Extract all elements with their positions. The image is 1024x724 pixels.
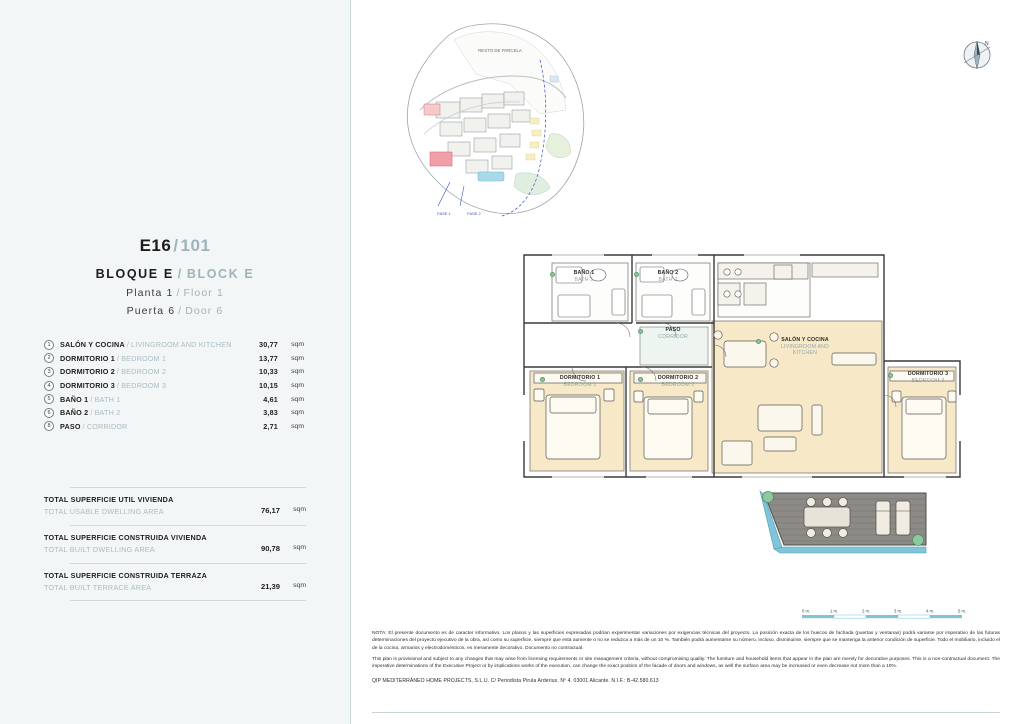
- total-unit: sqm: [293, 506, 306, 513]
- floor-label-es: Planta: [126, 287, 163, 299]
- door-label-en: Door: [185, 305, 213, 317]
- room-marker-dot: [634, 272, 639, 277]
- floor-value-en: 1: [216, 287, 224, 299]
- room-name: DORMITORIO 2 / BEDROOM 2: [60, 367, 167, 377]
- room-name: DORMITORIO 1 / BEDROOM 1: [60, 353, 167, 363]
- room-index-badge: 8: [44, 421, 54, 431]
- room-area: 10,15: [259, 381, 278, 391]
- room-area-unit: sqm: [291, 409, 304, 417]
- plan-label-bath1: BAÑO 1 BATH 1: [573, 270, 595, 283]
- scale-ticks: [802, 609, 966, 614]
- unit-title: [0, 236, 350, 256]
- list-item: [44, 352, 304, 366]
- list-item: [44, 379, 304, 393]
- unit-separator: /: [173, 236, 179, 255]
- room-marker-dot: [888, 373, 893, 378]
- block-value-en: E: [244, 267, 255, 281]
- door-value-es: 6: [168, 305, 176, 317]
- list-item: [44, 420, 304, 434]
- total-row: [44, 563, 306, 601]
- room-area-unit: sqm: [291, 422, 304, 430]
- title-block: [0, 236, 350, 317]
- svg-text:2 m.: 2 m.: [862, 608, 871, 614]
- block-separator: /: [177, 267, 183, 281]
- rest-of-parcel-label: RESTO DE PARCELA: [478, 48, 522, 53]
- list-item: [44, 392, 304, 406]
- planter-icon: [913, 535, 924, 546]
- room-area-unit: sqm: [291, 354, 304, 362]
- plan-label-corridor: PASO CORRIDOR: [658, 327, 688, 340]
- compass-north-letter: N: [985, 41, 989, 47]
- floor-plan: [512, 245, 982, 615]
- door-separator: /: [178, 305, 183, 317]
- room-area: 3,83: [263, 408, 278, 418]
- divider: [70, 487, 306, 488]
- door-line: [0, 305, 350, 317]
- plan-label-bedroom3: DORMITORIO 3 BEDROOM 3: [907, 371, 949, 384]
- room-area: 4,61: [263, 394, 278, 404]
- svg-text:3 m.: 3 m.: [894, 608, 903, 614]
- site-plan: [390, 14, 610, 229]
- list-item: [44, 338, 304, 352]
- highlighted-block-marker: [424, 104, 440, 115]
- scale-bar: [800, 608, 972, 622]
- floor-value-es: 1: [166, 287, 174, 299]
- panel-divider: [350, 0, 351, 724]
- total-label-en: TOTAL BUILT DWELLING AREA: [44, 545, 155, 554]
- svg-text:0 m.: 0 m.: [802, 608, 811, 614]
- room-marker-dot: [638, 329, 643, 334]
- room-name: SALÓN Y COCINA / LIVINGROOM AND KITCHEN: [60, 340, 232, 350]
- terrace-dining-set: [804, 498, 850, 538]
- note-spanish: NOTA: El presente documento es de caracter informativo. Los planos y las superficies expresadas podrían experimentar variaciones por exigencias técnicas del proyecto. La posición exacta de los huecos de fachada (puertas y ventanas) podrá variarse por imperativo de las futuras determinaciones del proyecto ejecutivo de la obra, así como su superficie, siempre que esta aumente o no se reduzca a más de un 10 %. También podrá aumentarse su número, incluso, disminuirse, siempre que se mantenga la anterior condición de superficie. Todo el mobiliario, incluido el de la cocina, armarios y electrodomésticos, es meramente decorativo. Documento no contractual.: [372, 631, 1000, 651]
- room-index-badge: 3: [44, 367, 54, 377]
- company-legal-line: QIP MEDITERRÁNEO HOME PROJECTS, S.L.U. C/ Periodista Pirula Arderius. Nº 4. 03001 Alicante. N.I.F.: B-42.580.613: [372, 677, 659, 684]
- room-area: 13,77: [259, 353, 278, 363]
- room-area: 30,77: [259, 340, 278, 350]
- door-value-en: 6: [216, 305, 224, 317]
- block-value-es: E: [163, 267, 174, 281]
- terrace-water-edge-2: [774, 547, 926, 553]
- total-label-en: TOTAL BUILT TERRACE AREA: [44, 583, 152, 592]
- floor-label-en: Floor: [183, 287, 213, 299]
- block-label-es: BLOQUE: [95, 267, 159, 281]
- svg-text:5 m.: 5 m.: [958, 608, 967, 614]
- divider: [70, 525, 306, 526]
- unit-number: 101: [180, 236, 211, 255]
- footer-divider: [372, 712, 1000, 713]
- room-marker-dot: [550, 272, 555, 277]
- svg-text:1 m.: 1 m.: [830, 608, 839, 614]
- total-label-en: TOTAL USABLE DWELLING AREA: [44, 507, 164, 516]
- legal-notes: [372, 630, 1000, 684]
- total-value: 76,17: [260, 506, 280, 515]
- plan-label-bedroom2: DORMITORIO 2 BEDROOM 2: [657, 375, 699, 388]
- total-row: [44, 487, 306, 525]
- total-value: 90,78: [260, 544, 280, 553]
- room-area: 10,33: [259, 367, 278, 377]
- room-name: BAÑO 2 / BATH 2: [60, 408, 121, 418]
- divider: [70, 563, 306, 564]
- room-area-unit: sqm: [291, 341, 304, 349]
- room-name: DORMITORIO 3 / BEDROOM 3: [60, 381, 167, 391]
- compass-rose: [958, 36, 996, 74]
- room-area-unit: sqm: [291, 395, 304, 403]
- plan-label-bedroom1: DORMITORIO 1 BEDROOM 1: [559, 375, 601, 388]
- room-marker-dot: [540, 377, 545, 382]
- total-value: 21,39: [260, 582, 280, 591]
- total-unit: sqm: [293, 544, 306, 551]
- phase-1-label: FASE 1: [437, 211, 451, 216]
- divider: [70, 600, 306, 601]
- plan-label-bath2: BAÑO 2 BATH 2: [657, 270, 679, 283]
- phase-2-label: FASE 2: [467, 211, 481, 216]
- pool: [478, 172, 504, 181]
- room-index-badge: 5: [44, 394, 54, 404]
- block-line: [0, 267, 350, 281]
- totals-section: [44, 487, 306, 601]
- room-area: 2,71: [263, 421, 278, 431]
- total-row: [44, 525, 306, 563]
- total-label-es: TOTAL SUPERFICIE CONSTRUIDA VIVIENDA: [44, 533, 207, 542]
- room-schedule: [44, 338, 304, 433]
- room-area-unit: sqm: [291, 382, 304, 390]
- room-marker-dot: [756, 339, 761, 344]
- room-marker-dot: [638, 377, 643, 382]
- unit-code: E16: [139, 236, 172, 255]
- room-index-badge: 2: [44, 353, 54, 363]
- total-unit: sqm: [293, 582, 306, 589]
- floor-line: [0, 287, 350, 299]
- svg-text:4 m.: 4 m.: [926, 608, 935, 614]
- note-english: This plan is provisional and subject to any changes that may arise from licensing requirements or site management criteria, without compromising quality. The furniture and household items that appear in the plan are merely for decorative purposes. This is a non-contractual document. The imperative determinations of the Executive Project or by implications works of the execution, can change the exact position of the facade of doors and windows, as well the surface area may be increased or even decrease not more than a 10%.: [372, 657, 1000, 670]
- list-item: [44, 406, 304, 420]
- plan-label-livingroom: SALÓN Y COCINA LIVINGROOM AND KITCHEN: [780, 337, 830, 356]
- room-area-unit: sqm: [291, 368, 304, 376]
- planter-icon: [763, 492, 774, 503]
- block-label-en: BLOCK: [186, 267, 240, 281]
- room-index-badge: 6: [44, 408, 54, 418]
- floor-separator: /: [176, 287, 181, 299]
- total-label-es: TOTAL SUPERFICIE UTIL VIVIENDA: [44, 495, 174, 504]
- room-index-badge: 4: [44, 381, 54, 391]
- total-label-es: TOTAL SUPERFICIE CONSTRUIDA TERRAZA: [44, 571, 208, 580]
- highlighted-unit-marker: [430, 152, 452, 166]
- room-name: PASO / CORRIDOR: [60, 421, 128, 431]
- door-label-es: Puerta: [126, 305, 165, 317]
- room-name: BAÑO 1 / BATH 1: [60, 394, 121, 404]
- list-item: [44, 365, 304, 379]
- scale-segments: [802, 615, 962, 618]
- room-index-badge: 1: [44, 340, 54, 350]
